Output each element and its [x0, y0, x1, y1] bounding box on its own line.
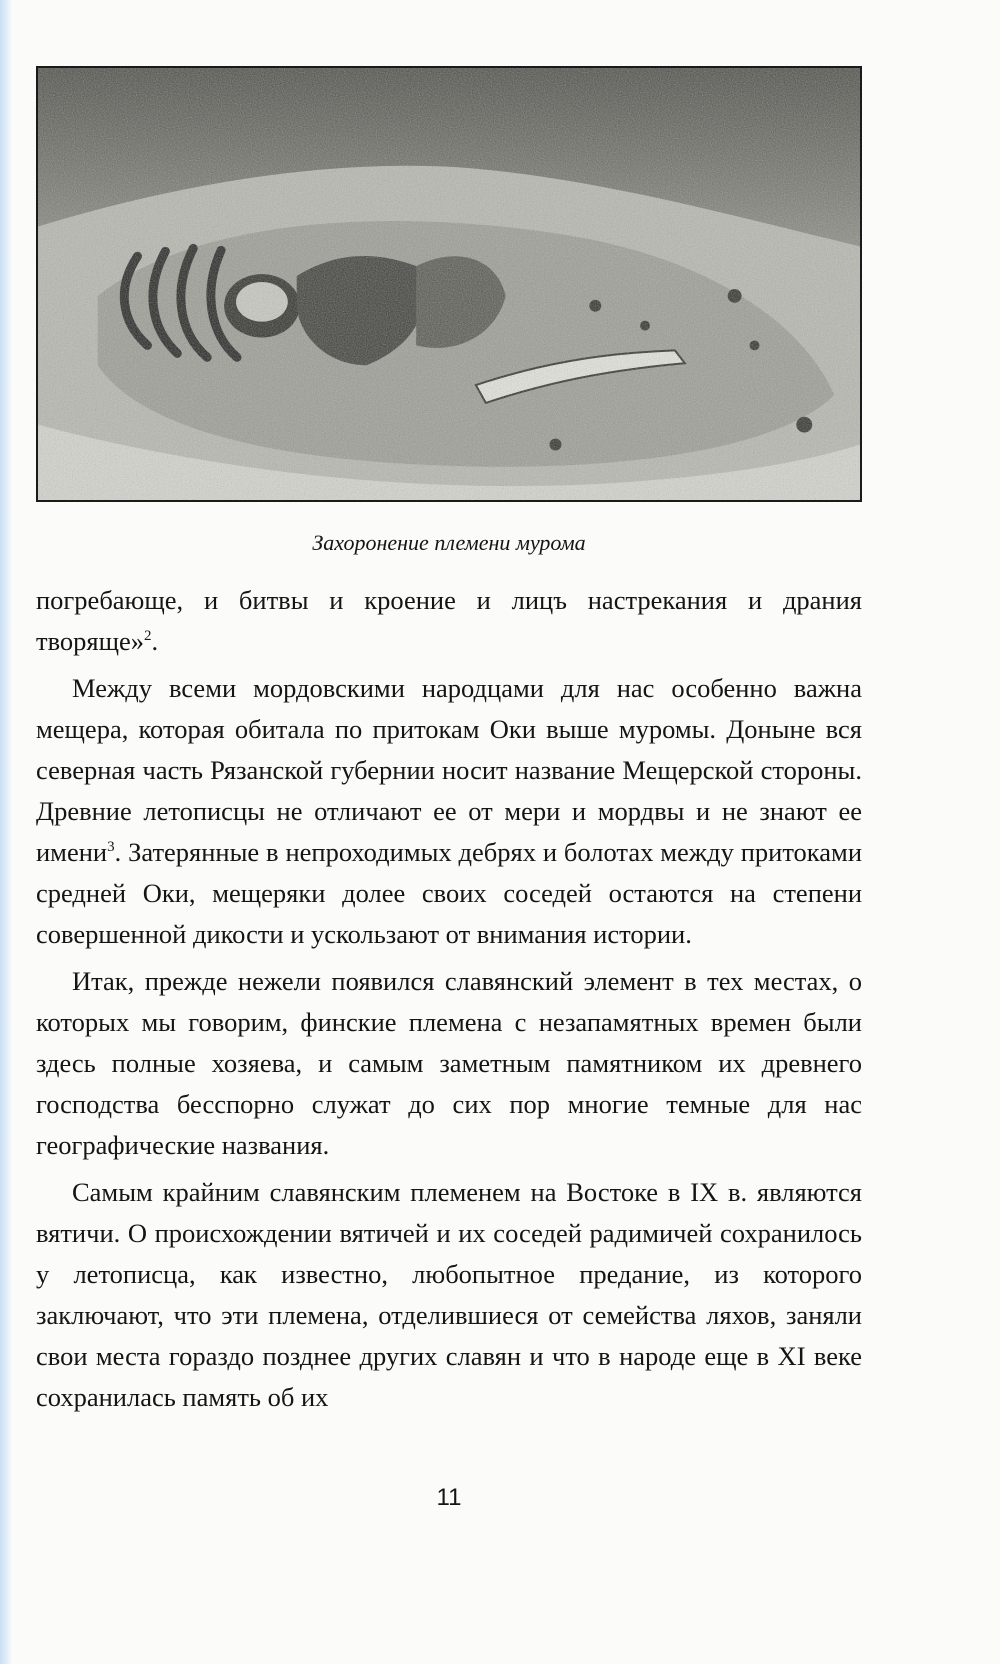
footnote-ref: 3 — [107, 839, 115, 856]
paragraph: Итак, прежде нежели появился славянский элемент в тех местах, о которых мы говорим, финские племена с незапамятных времен были здесь полные хозяева, и самым заметным памятником их древнего господства бесспорно служат до сих пор многие темные для нас географические названия. — [36, 966, 862, 1160]
page-number: 11 — [436, 1484, 462, 1511]
footnote-ref: 2 — [144, 628, 152, 645]
paragraph: Самым крайним славянским племенем на Востоке в IX в. являются вятичи. О происхождении вятичей и их соседей радимичей сохранилось у летописца, как известно, любопытное предание, из которого заключают, что эти племена, отделившиеся от семейства ляхов, заняли свои места гораздо позднее других славян и что в народе еще в XI веке сохранилась память об их — [36, 1177, 862, 1412]
scan-edge — [0, 0, 12, 1664]
burial-photo — [36, 66, 862, 502]
body-text — [36, 580, 862, 1418]
paragraph: погребающе, и битвы и кроение и лицъ настрекания и драния творяще»$^2$. — [36, 585, 862, 656]
burial-photo-image — [38, 68, 860, 500]
figure-caption: Захоронение племени мурома — [312, 530, 586, 555]
paragraph: Между всеми мордовскими народцами для нас особенно важна мещера, которая обитала по притокам Оки выше муромы. Доныне вся северная часть Рязанской губернии носит название Мещерской стороны. Древние летописцы не отличают ее от мери и мордвы и не знают ее имени$^3$. Затерянные в непроходимых дебрях и болотах между притоками средней Оки, мещеряки долее своих соседей остаются на степени совершенной дикости и ускользают от внимания истории. — [36, 673, 862, 949]
